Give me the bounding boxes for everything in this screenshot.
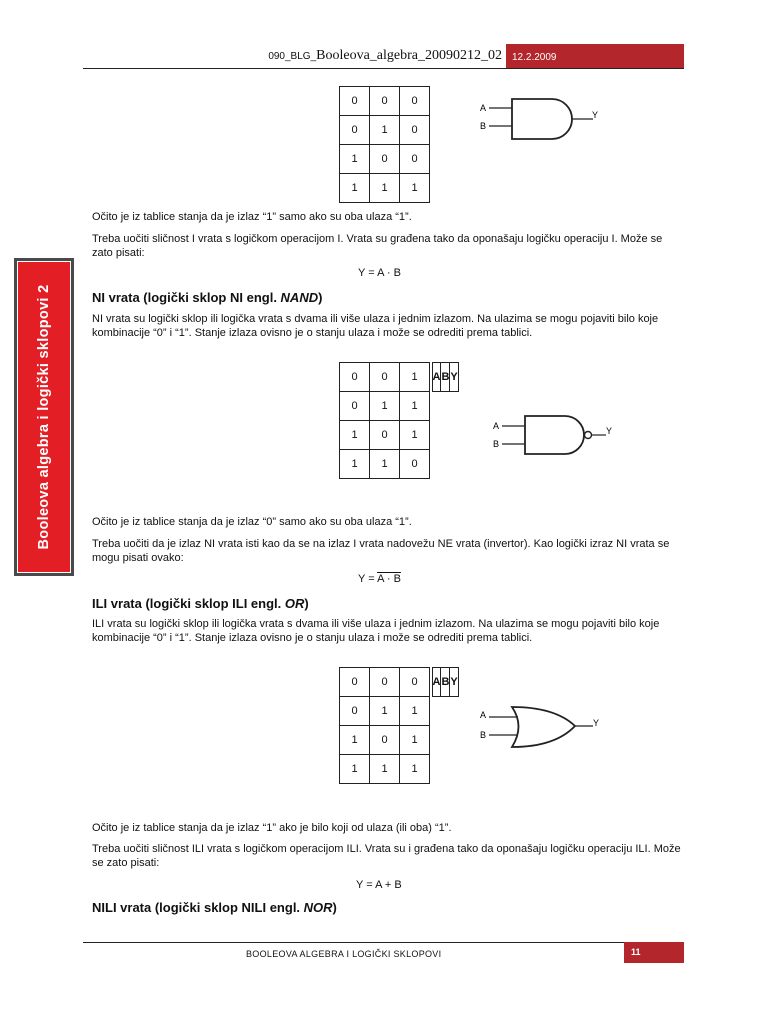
nand-truth-table bbox=[339, 362, 458, 479]
table-row bbox=[340, 87, 430, 116]
gate-input-a-label: A bbox=[493, 421, 500, 431]
table-cell: 1 bbox=[370, 755, 400, 784]
gate-input-b-label: B bbox=[493, 439, 500, 449]
table-cell: 0 bbox=[370, 363, 400, 392]
nand-gate-diagram bbox=[488, 408, 628, 468]
table-cell: 1 bbox=[400, 726, 430, 755]
table-cell: 1 bbox=[370, 450, 400, 479]
header-date: 12.2.2009 bbox=[506, 44, 684, 68]
table-cell: 1 bbox=[370, 116, 400, 145]
gate-output-label: Y bbox=[606, 426, 613, 436]
heading-english-term: OR bbox=[284, 596, 305, 611]
table-header-cell: A bbox=[432, 363, 441, 392]
table-cell: 0 bbox=[340, 363, 370, 392]
heading-text: ILI vrata (logički sklop ILI engl. bbox=[92, 596, 285, 611]
table-cell: 1 bbox=[400, 421, 430, 450]
or-heading bbox=[92, 596, 309, 611]
table-cell: 0 bbox=[400, 116, 430, 145]
gate-input-b-label: B bbox=[480, 730, 487, 740]
gate-input-a-label: A bbox=[480, 710, 487, 720]
table-cell: 0 bbox=[370, 421, 400, 450]
heading-close: ) bbox=[318, 290, 323, 305]
table-cell: 1 bbox=[400, 174, 430, 203]
formula-rhs-negated: A · B bbox=[377, 573, 401, 585]
table-row bbox=[340, 697, 430, 726]
table-cell: 0 bbox=[340, 697, 370, 726]
table-cell: 1 bbox=[370, 697, 400, 726]
page-number: 11 bbox=[624, 942, 684, 963]
table-cell: 1 bbox=[370, 174, 400, 203]
gate-input-b-label: B bbox=[480, 121, 487, 131]
nand-note: Očito je iz tablice stanja da je izlaz “0” samo ako su oba ulaza “1”. bbox=[92, 516, 412, 528]
table-row bbox=[340, 363, 430, 392]
heading-english-term: NAND bbox=[280, 290, 319, 305]
table-row bbox=[340, 668, 430, 697]
heading-close: ) bbox=[304, 596, 309, 611]
table-cell: 0 bbox=[370, 145, 400, 174]
heading-english-term: NOR bbox=[303, 900, 333, 915]
table-cell: 1 bbox=[400, 363, 430, 392]
header-filename-prefix: 090_BLG_ bbox=[268, 51, 317, 62]
or-gate-icon bbox=[512, 707, 575, 747]
table-cell: 1 bbox=[340, 145, 370, 174]
table-cell: 0 bbox=[340, 668, 370, 697]
table-header-cell: Y bbox=[450, 363, 458, 392]
table-cell: 0 bbox=[340, 392, 370, 421]
or-truth-table bbox=[339, 667, 458, 784]
table-row bbox=[340, 392, 430, 421]
side-tab-label: Booleova algebra i logički sklopovi 2 bbox=[36, 284, 52, 550]
table-cell: 0 bbox=[370, 668, 400, 697]
footer-title: BOOLEOVA ALGEBRA I LOGIČKI SKLOPOVI bbox=[246, 949, 442, 959]
and-truth-table bbox=[339, 86, 430, 203]
table-cell: 1 bbox=[370, 392, 400, 421]
table-header-cell: B bbox=[441, 668, 450, 697]
nand-heading bbox=[92, 290, 322, 305]
table-header-row bbox=[432, 362, 459, 392]
table-row bbox=[340, 755, 430, 784]
table-row bbox=[340, 174, 430, 203]
table-cell: 0 bbox=[400, 668, 430, 697]
or-formula: Y = A + B bbox=[356, 879, 402, 891]
heading-text: NI vrata (logički sklop NI engl. bbox=[92, 290, 281, 305]
table-cell: 1 bbox=[340, 174, 370, 203]
or-similarity: Treba uočiti sličnost ILI vrata s logičkom operacijom ILI. Vrata su i građena tako da oponašaju logičku operaciju ILI. Može se zato pisati: bbox=[92, 843, 681, 869]
and-note: Očito je iz tablice stanja da je izlaz “1” samo ako su oba ulaza “1”. bbox=[92, 211, 412, 223]
or-note: Očito je iz tablice stanja da je izlaz “1” ako je bilo koji od ulaza (ili oba) “1”. bbox=[92, 822, 452, 834]
nand-gate-icon bbox=[525, 416, 584, 454]
table-cell: 1 bbox=[340, 755, 370, 784]
gate-input-a-label: A bbox=[480, 103, 487, 113]
table-cell: 0 bbox=[340, 87, 370, 116]
table-cell: 0 bbox=[340, 116, 370, 145]
header-rule bbox=[83, 68, 684, 69]
table-header-cell: Y bbox=[450, 668, 458, 697]
heading-text: NILI vrata (logički sklop NILI engl. bbox=[92, 900, 304, 915]
and-similarity: Treba uočiti sličnost I vrata s logičkom operacijom I. Vrata su građena tako da oponašaju logičku operaciju I. Može se zato pisati: bbox=[92, 233, 663, 259]
and-formula: Y = A · B bbox=[358, 267, 401, 279]
table-header-row bbox=[432, 667, 459, 697]
nand-similarity: Treba uočiti da je izlaz NI vrata isti kao da se na izlaz I vrata nadovežu NE vrata (invertor). Kao logički izraz NI vrata se mogu pisati ovako: bbox=[92, 538, 670, 564]
or-intro: ILI vrata su logički sklop ili logička vrata s dvama ili više ulaza i jednim izlazom. Na ulazima se mogu pojaviti bilo koje kombinacije “0” i “1”. Stanje izlaza ovisno je o stanju ulaza i može se odrediti prema tablici. bbox=[92, 618, 660, 644]
table-cell: 0 bbox=[400, 450, 430, 479]
table-row bbox=[340, 116, 430, 145]
table-row bbox=[340, 421, 430, 450]
table-cell: 1 bbox=[340, 421, 370, 450]
table-cell: 1 bbox=[340, 450, 370, 479]
table-cell: 0 bbox=[370, 87, 400, 116]
table-header-cell: A bbox=[432, 668, 441, 697]
table-cell: 0 bbox=[400, 145, 430, 174]
nand-intro: NI vrata su logički sklop ili logička vrata s dvama ili više ulaza i jednim izlazom. Na ulazima se mogu pojaviti bilo koje kombinacije “0” i “1”. Stanje izlaza ovisno je o stanju ulaza i može se odrediti prema tablici. bbox=[92, 313, 659, 339]
table-cell: 0 bbox=[370, 726, 400, 755]
formula-lhs: Y = bbox=[358, 573, 378, 585]
nand-formula bbox=[358, 573, 401, 585]
footer-rule bbox=[83, 942, 684, 943]
and-gate-diagram bbox=[475, 92, 615, 152]
table-row bbox=[340, 145, 430, 174]
table-cell: 1 bbox=[400, 697, 430, 726]
inverter-bubble-icon bbox=[585, 432, 592, 439]
and-gate-icon bbox=[512, 99, 572, 139]
nor-heading bbox=[92, 900, 337, 915]
table-cell: 1 bbox=[340, 726, 370, 755]
table-header-cell: B bbox=[441, 363, 450, 392]
gate-output-label: Y bbox=[593, 718, 600, 728]
table-row bbox=[340, 450, 430, 479]
table-cell: 0 bbox=[400, 87, 430, 116]
table-cell: 1 bbox=[400, 755, 430, 784]
or-gate-diagram bbox=[475, 700, 615, 760]
table-cell: 1 bbox=[400, 392, 430, 421]
gate-output-label: Y bbox=[592, 110, 599, 120]
heading-close: ) bbox=[332, 900, 337, 915]
header-filename bbox=[240, 46, 502, 64]
table-row bbox=[340, 726, 430, 755]
header-filename-main: Booleova_algebra_20090212_02 bbox=[316, 48, 502, 63]
